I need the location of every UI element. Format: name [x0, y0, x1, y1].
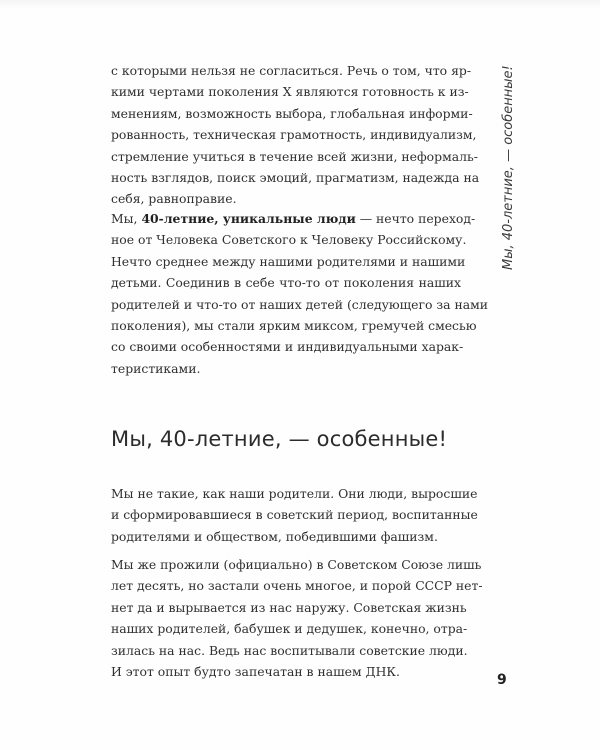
text-line: Нечто среднее между нашими родителями и нашими	[111, 253, 466, 269]
paragraph-soviet-union	[111, 554, 483, 682]
page-number: 9	[497, 672, 507, 688]
text-line: родителями и обществом, победившими фашизм.	[111, 528, 438, 544]
text-line: детьми. Соединив в себе что-то от поколения наших	[111, 275, 461, 291]
paragraph-not-like-parents	[111, 483, 478, 547]
text-line: родителей и что-то от наших детей (следующего за нами	[111, 296, 489, 312]
scan-top-edge	[0, 0, 600, 10]
emphasis-text: 40-летние, уникальные люди	[141, 211, 356, 226]
lead-plain-text: Мы,	[111, 211, 142, 226]
text-line: себя, равноправие.	[111, 191, 237, 207]
paragraph-generation-x-traits	[111, 60, 480, 210]
text-line: лет десять, но застали очень многое, и порой СССР нет-	[111, 578, 483, 594]
running-head-text: Мы, 40-летние, — особенные!	[501, 65, 516, 270]
text-line-lead	[111, 208, 476, 229]
text-line: И этот опыт будто запечатан в нашем ДНК.	[111, 664, 400, 680]
text-line: теристиками.	[111, 360, 201, 376]
text-line: наших родителей, бабушек и дедушек, конечно, отра-	[111, 621, 468, 637]
section-heading: Мы, 40-летние, — особенные!	[111, 427, 448, 451]
text-line: с которыми нельзя не согласиться. Речь о том, что яр-	[111, 63, 472, 78]
running-head	[499, 50, 519, 340]
lead-rest-text: — нечто переход-	[355, 211, 476, 226]
text-line: нет да и вырывается из нас наружу. Советская жизнь	[111, 599, 467, 615]
text-line: стремление учиться в течение всей жизни, неформаль-	[111, 148, 478, 164]
text-line: менениям, возможность выбора, глобальная информи-	[111, 105, 473, 121]
text-line: со своими особенностями и индивидуальными харак-	[111, 339, 464, 355]
text-line: Мы же прожили (официально) в Советском Союзе лишь	[111, 557, 482, 572]
text-line: ность взглядов, поиск эмоций, прагматизм, надежда на	[111, 170, 480, 186]
text-line: кими чертами поколения X являются готовность к из-	[111, 84, 469, 100]
text-line: Мы не такие, как наши родители. Они люди, выросшие	[111, 486, 478, 501]
text-line: и сформировавшиеся в советский период, воспитанные	[111, 507, 478, 523]
text-line: зилась на нас. Ведь нас воспитывали советские люди.	[111, 642, 468, 658]
text-line: рованность, техническая грамотность, индивидуализм,	[111, 127, 477, 143]
text-line: ное от Человека Советского к Человеку Российскому.	[111, 232, 467, 248]
paragraph-unique-people	[111, 208, 489, 379]
text-line: поколения), мы стали ярким миксом, гремучей смесью	[111, 318, 477, 334]
